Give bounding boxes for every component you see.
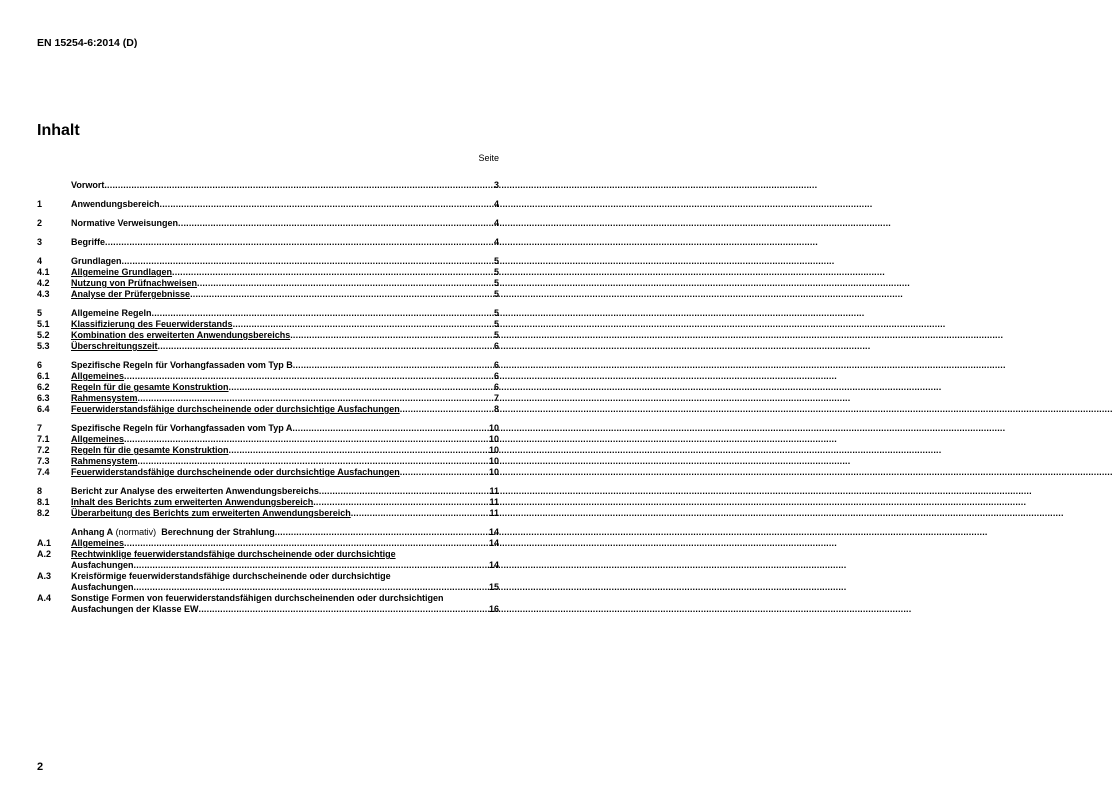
toc-entry-page: 5 xyxy=(493,330,499,340)
toc-entry-title: Normative Verweisungen xyxy=(71,218,179,228)
toc-entry-number: 4 xyxy=(37,256,43,266)
dot-leader xyxy=(124,371,493,382)
toc-entry-number: 3 xyxy=(37,237,43,247)
toc-entry-page: 11 xyxy=(489,497,499,507)
toc-spacer xyxy=(37,415,499,423)
toc-entry[interactable] xyxy=(37,371,499,382)
dot-leader xyxy=(319,486,489,497)
toc-entry-number: 5.3 xyxy=(37,341,50,351)
dot-leader xyxy=(275,527,488,538)
toc-entry[interactable] xyxy=(37,180,499,191)
toc-entry-page: 11 xyxy=(489,508,499,518)
toc-entry-page: 10 xyxy=(488,467,499,477)
toc-entry[interactable] xyxy=(37,508,499,519)
toc-entry-page: 14 xyxy=(488,560,499,570)
toc-entry-title: Überarbeitung des Berichts zum erweiterten Anwendungsbereich xyxy=(71,508,351,518)
toc-entry-page: 10 xyxy=(488,445,499,455)
toc-entry-title: Feuerwiderstandsfähige durchscheinende oder durchsichtige Ausfachungen xyxy=(71,467,400,477)
toc-entry-title: Allgemeines xyxy=(71,434,125,444)
dot-leader xyxy=(104,180,493,191)
toc-entry-page: 14 xyxy=(488,538,499,548)
toc-entry-number: 1 xyxy=(37,199,43,209)
toc-entry-number: 8.2 xyxy=(37,508,50,518)
toc-entry-page: 5 xyxy=(493,267,499,277)
document-id: EN 15254-6:2014 (D) xyxy=(37,37,138,49)
toc-entry-page: 14 xyxy=(488,527,499,537)
toc-entry-page: 3 xyxy=(493,180,499,190)
toc-entry-title: Bericht zur Analyse des erweiterten Anwendungsbereichs xyxy=(71,486,319,496)
dot-leader xyxy=(351,508,489,519)
toc-entry-title: Anwendungsbereich xyxy=(71,199,160,209)
dot-leader xyxy=(292,423,488,434)
page-column-label: Seite xyxy=(478,153,499,163)
toc-entry-page: 16 xyxy=(488,604,499,614)
toc-entry[interactable] xyxy=(37,527,499,538)
annex-title: Berechnung der Strahlung xyxy=(156,527,275,537)
toc-entry-title: Allgemeines xyxy=(71,371,125,381)
toc-spacer xyxy=(37,229,499,237)
toc-entry-page: 5 xyxy=(493,319,499,329)
toc-entry-number: 7 xyxy=(37,423,43,433)
toc-entry[interactable] xyxy=(37,467,499,478)
dot-leader xyxy=(197,278,493,289)
toc-entry[interactable] xyxy=(37,289,499,300)
toc-entry-title: Allgemeines xyxy=(71,538,125,548)
toc-entry-title: Regeln für die gesamte Konstruktion xyxy=(71,445,229,455)
dot-leader xyxy=(400,404,493,415)
dot-leader xyxy=(152,308,493,319)
toc-spacer xyxy=(37,191,499,199)
table-of-contents xyxy=(37,180,499,615)
toc-entry[interactable] xyxy=(37,593,499,615)
toc-entry[interactable] xyxy=(37,256,499,267)
toc-entry-number: 5.2 xyxy=(37,330,50,340)
toc-entry-number xyxy=(37,180,71,191)
toc-entry-number: A.3 xyxy=(37,571,52,581)
toc-entry-page: 15 xyxy=(488,582,499,592)
toc-entry-number: 8.1 xyxy=(37,497,50,507)
toc-spacer xyxy=(37,519,499,527)
dot-leader xyxy=(124,434,488,445)
toc-entry-page: 7 xyxy=(493,393,499,403)
dot-leader xyxy=(313,497,488,508)
toc-entry-number: 5.1 xyxy=(37,319,50,329)
dot-leader xyxy=(138,393,493,404)
toc-entry[interactable] xyxy=(37,497,499,508)
toc-entry-page: 6 xyxy=(493,341,499,351)
toc-spacer xyxy=(37,248,499,256)
dot-leader xyxy=(190,289,493,300)
toc-entry-number: 7.1 xyxy=(37,434,50,444)
toc-entry-number: A.2 xyxy=(37,549,52,559)
toc-entry[interactable] xyxy=(37,434,499,445)
dot-leader xyxy=(134,582,488,593)
toc-entry-title: Spezifische Regeln für Vorhangfassaden vom Typ A xyxy=(71,423,293,433)
dot-leader xyxy=(229,445,488,456)
toc-entry-title: Grundlagen xyxy=(71,256,122,266)
toc-entry-title: Nutzung von Prüfnachweisen xyxy=(71,278,198,288)
toc-entry-title: Regeln für die gesamte Konstruktion xyxy=(71,382,229,392)
toc-entry-title: Vorwort xyxy=(71,180,105,190)
toc-entry-number: 7.2 xyxy=(37,445,50,455)
toc-entry-number: 5 xyxy=(37,308,43,318)
toc-entry[interactable] xyxy=(37,404,499,415)
dot-leader xyxy=(138,456,488,467)
toc-spacer xyxy=(37,300,499,308)
toc-entry-page: 10 xyxy=(488,456,499,466)
toc-entry[interactable] xyxy=(37,393,499,404)
toc-entry[interactable] xyxy=(37,538,499,549)
toc-entry[interactable] xyxy=(37,571,499,593)
toc-spacer xyxy=(37,478,499,486)
dot-leader xyxy=(290,330,493,341)
toc-entry-page: 8 xyxy=(493,404,499,414)
toc-entry[interactable] xyxy=(37,456,499,467)
toc-entry-title: Begriffe xyxy=(71,237,106,247)
toc-entry-number: 6.1 xyxy=(37,371,50,381)
dot-leader xyxy=(229,382,493,393)
toc-entry-title: Analyse der Prüfergebnisse xyxy=(71,289,191,299)
toc-entry[interactable] xyxy=(37,549,499,571)
dot-leader xyxy=(105,237,493,248)
toc-entry-title-line: Sonstige Formen von feuerwiderstandsfähigen durchscheinenden oder durchsichtigen xyxy=(71,593,444,603)
toc-entry-number xyxy=(37,527,71,538)
toc-entry-title: Klassifizierung des Feuerwiderstands xyxy=(71,319,233,329)
dot-leader xyxy=(172,267,493,278)
toc-entry-number: A.4 xyxy=(37,593,52,603)
toc-entry-page: 4 xyxy=(493,199,499,209)
toc-entry-title: Allgemeine Regeln xyxy=(71,308,152,318)
toc-entry-page: 4 xyxy=(493,237,499,247)
toc-spacer xyxy=(37,210,499,218)
toc-entry-number: 8 xyxy=(37,486,43,496)
dot-leader xyxy=(122,256,493,267)
toc-entry-title: Allgemeine Grundlagen xyxy=(71,267,173,277)
toc-entry-title: Überschreitungszeit xyxy=(71,341,158,351)
toc-entry[interactable] xyxy=(37,237,499,248)
annex-type: (normativ) xyxy=(113,527,157,537)
toc-entry[interactable] xyxy=(37,360,499,371)
toc-entry-title-line: Kreisförmige feuerwiderstandsfähige durchscheinende oder durchsichtige xyxy=(71,571,391,581)
toc-entry-title: Ausfachungen xyxy=(71,560,134,570)
toc-entry-number: 7.3 xyxy=(37,456,50,466)
toc-entry-page: 4 xyxy=(493,218,499,228)
toc-entry-page: 6 xyxy=(493,382,499,392)
toc-entry[interactable] xyxy=(37,218,499,229)
toc-entry-title: Ausfachungen der Klasse EW xyxy=(71,604,199,614)
toc-entry-page: 5 xyxy=(493,278,499,288)
annex-label: Anhang A xyxy=(71,527,114,537)
toc-entry-page: 11 xyxy=(489,486,499,496)
toc-entry[interactable] xyxy=(37,308,499,319)
toc-entry-number: 6.2 xyxy=(37,382,50,392)
toc-entry-title: Kombination des erweiterten Anwendungsbereichs xyxy=(71,330,291,340)
toc-entry-title: Ausfachungen xyxy=(71,582,134,592)
toc-entry-page: 10 xyxy=(488,423,499,433)
toc-spacer xyxy=(37,352,499,360)
dot-leader xyxy=(160,199,493,210)
toc-entry-number: 7.4 xyxy=(37,467,50,477)
dot-leader xyxy=(124,538,488,549)
toc-entry-number: 6 xyxy=(37,360,43,370)
page-title: Inhalt xyxy=(37,122,80,139)
dot-leader xyxy=(233,319,493,330)
toc-entry-number: 4.3 xyxy=(37,289,50,299)
dot-leader xyxy=(293,360,493,371)
toc-entry-page: 6 xyxy=(493,360,499,370)
toc-entry-title-line: Rechtwinklige feuerwiderstandsfähige durchscheinende oder durchsichtige xyxy=(71,549,396,559)
toc-entry-page: 5 xyxy=(493,256,499,266)
toc-entry[interactable] xyxy=(37,330,499,341)
dot-leader xyxy=(178,218,493,229)
toc-entry-page: 10 xyxy=(488,434,499,444)
toc-entry-title: Inhalt des Berichts zum erweiterten Anwendungsbereich xyxy=(71,497,314,507)
toc-entry-page: 6 xyxy=(493,371,499,381)
toc-entry[interactable] xyxy=(37,423,499,434)
toc-entry-page: 5 xyxy=(493,289,499,299)
toc-entry-title: Rahmensystem xyxy=(71,393,138,403)
toc-entry[interactable] xyxy=(37,445,499,456)
toc-entry-page: 5 xyxy=(493,308,499,318)
dot-leader xyxy=(158,341,493,352)
toc-entry-title: Feuerwiderstandsfähige durchscheinende oder durchsichtige Ausfachungen xyxy=(71,404,400,414)
page-number: 2 xyxy=(37,761,44,773)
dot-leader xyxy=(400,467,488,478)
dot-leader xyxy=(199,604,488,615)
toc-entry[interactable] xyxy=(37,341,499,352)
toc-entry-number: 4.1 xyxy=(37,267,50,277)
toc-entry[interactable] xyxy=(37,382,499,393)
toc-entry[interactable] xyxy=(37,267,499,278)
toc-entry-title xyxy=(71,527,275,538)
toc-entry[interactable] xyxy=(37,486,499,497)
toc-entry-title: Rahmensystem xyxy=(71,456,138,466)
toc-entry-number: 6.3 xyxy=(37,393,50,403)
toc-entry[interactable] xyxy=(37,199,499,210)
toc-entry-number: A.1 xyxy=(37,538,52,548)
dot-leader xyxy=(134,560,488,571)
toc-entry-number: 4.2 xyxy=(37,278,50,288)
toc-entry-number: 6.4 xyxy=(37,404,50,414)
toc-entry[interactable] xyxy=(37,278,499,289)
toc-entry-title: Spezifische Regeln für Vorhangfassaden vom Typ B xyxy=(71,360,293,370)
toc-entry[interactable] xyxy=(37,319,499,330)
toc-entry-number: 2 xyxy=(37,218,43,228)
